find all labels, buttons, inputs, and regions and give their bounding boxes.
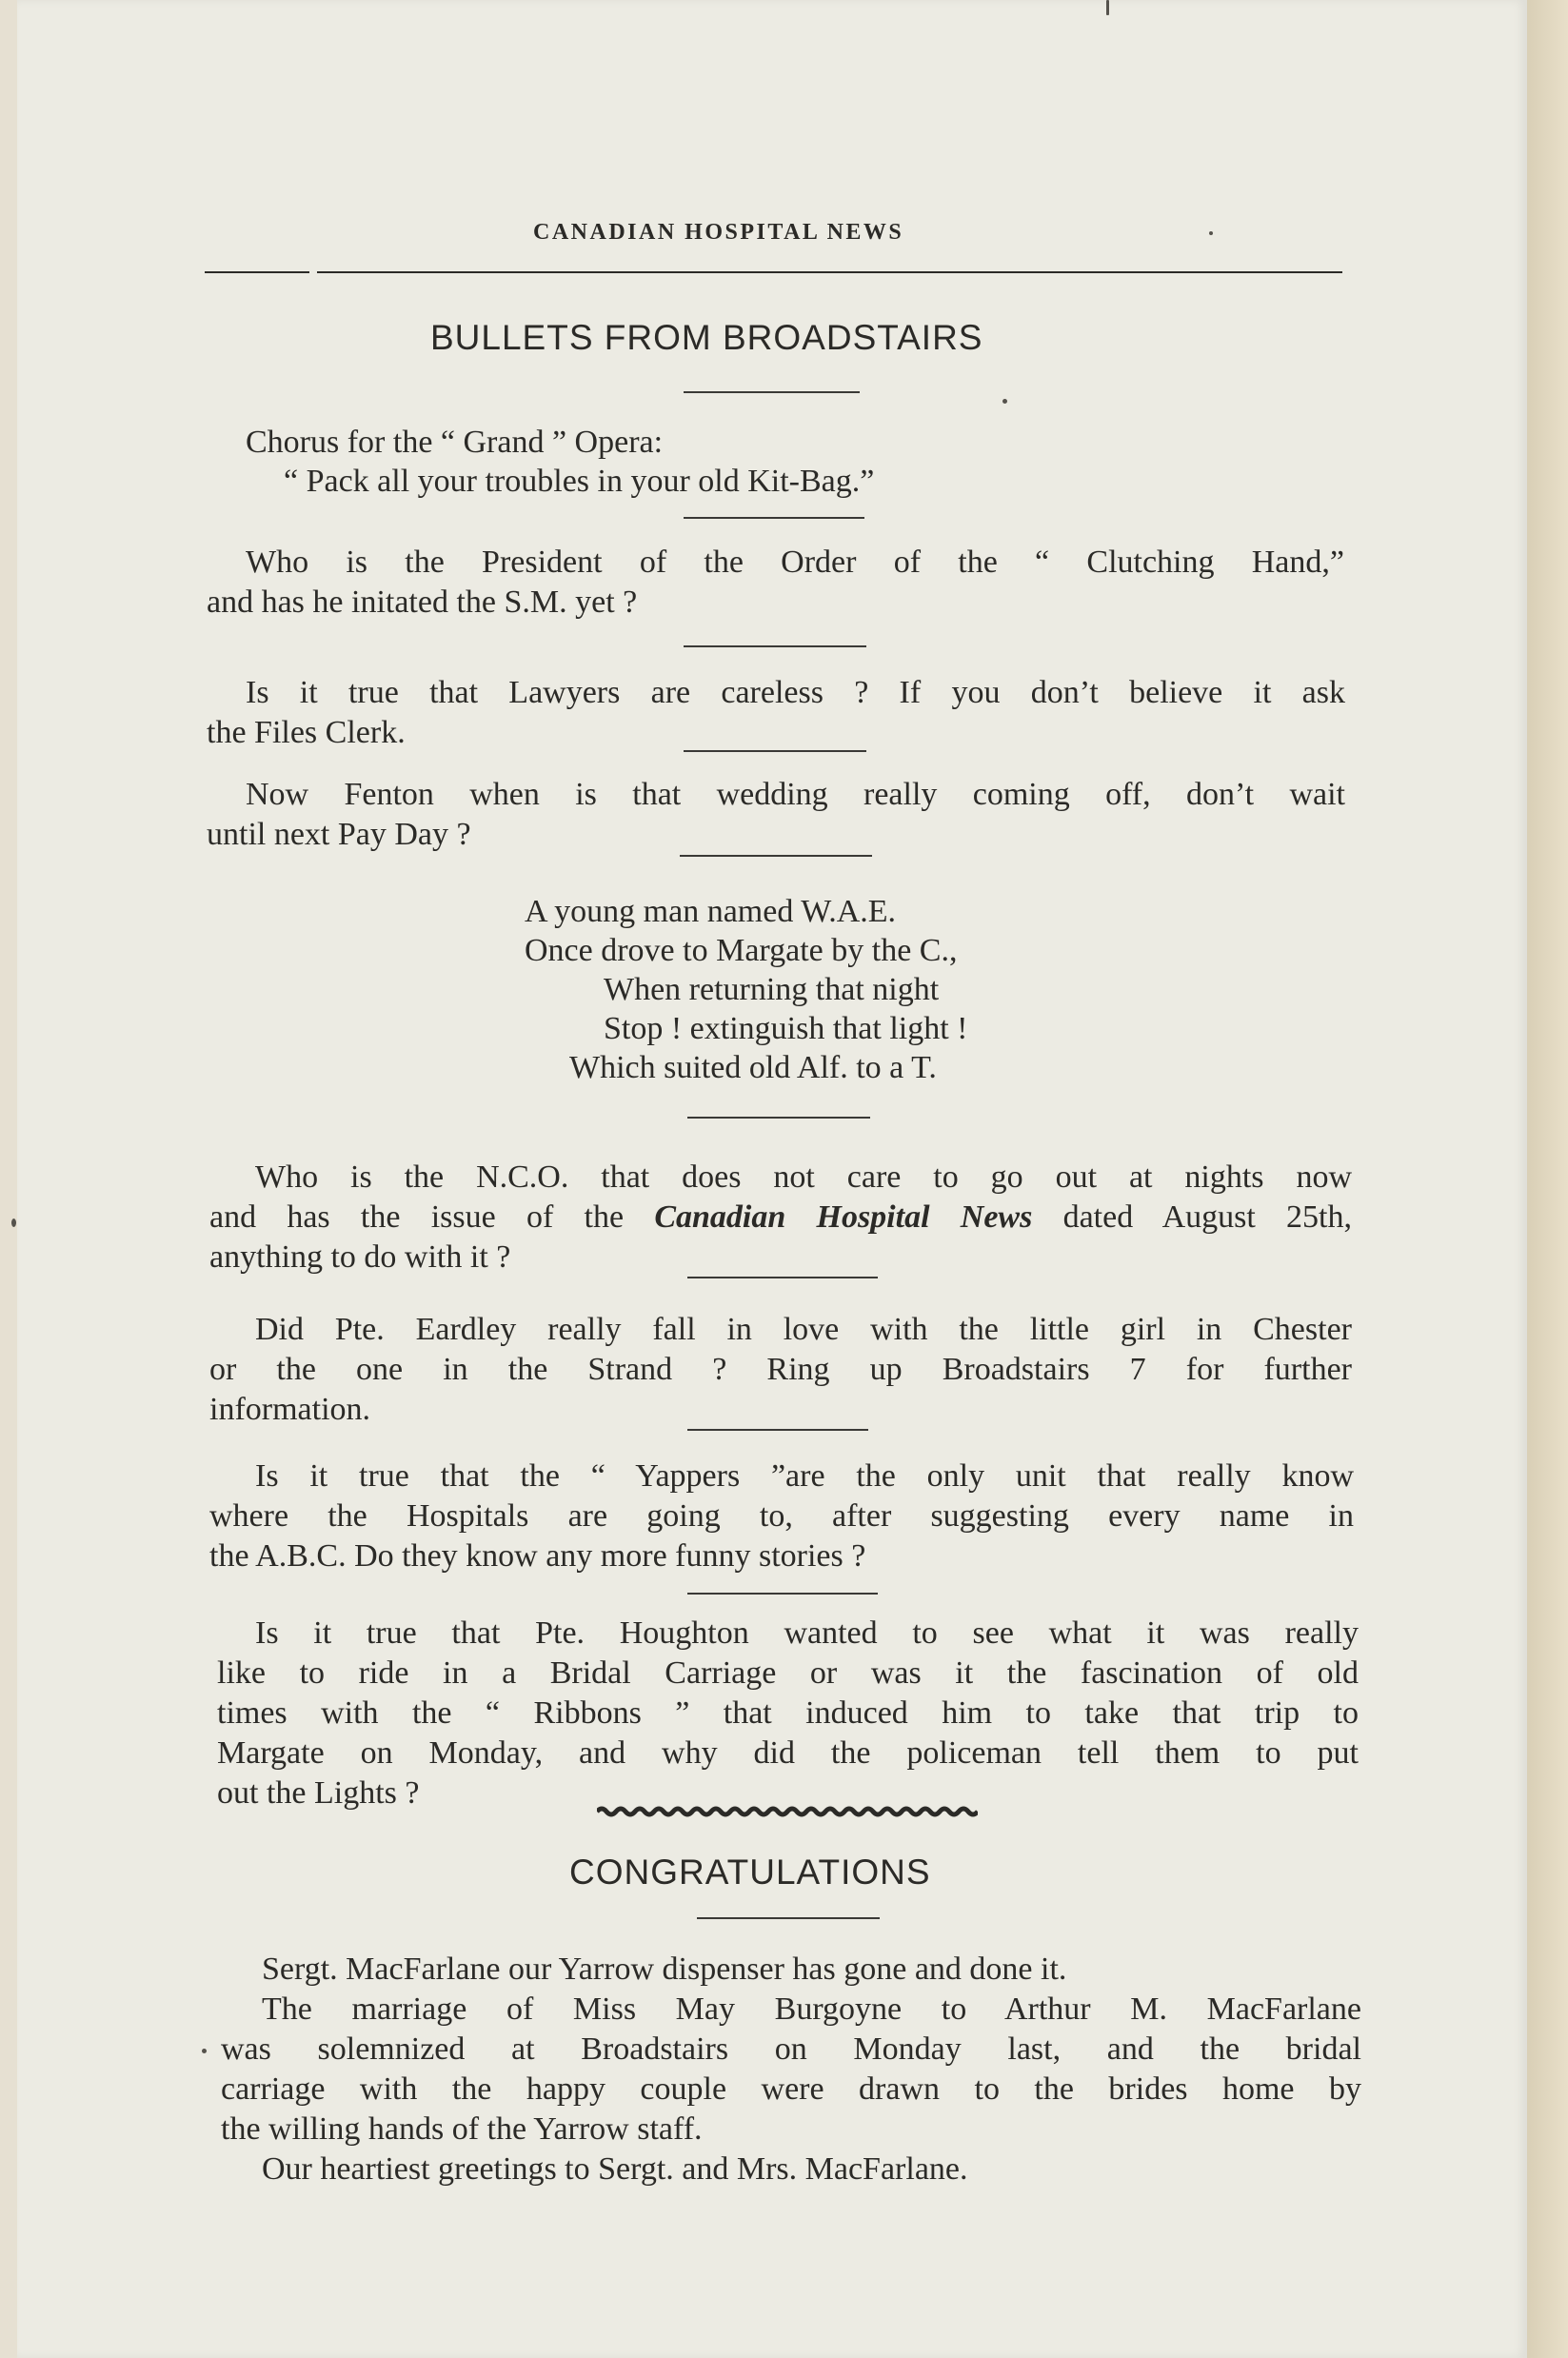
houghton-line-5: out the Lights ? — [217, 1775, 420, 1811]
section-rule — [684, 750, 866, 752]
section-rule — [687, 1593, 878, 1595]
section-rule — [684, 517, 864, 519]
congratulations-rule — [697, 1917, 880, 1919]
title-rule — [684, 391, 860, 393]
congrats-line-5: the willing hands of the Yarrow staff. — [221, 2111, 703, 2147]
lawyers-line-2: the Files Clerk. — [207, 715, 406, 750]
yappers-line-2: where the Hospitals are going to, after suggesting every name in — [209, 1498, 1354, 1534]
fenton-line-1: Now Fenton when is that wedding really coming off, don’t wait — [246, 777, 1345, 812]
president-line-2: and has he initated the S.M. yet ? — [207, 585, 638, 620]
eardley-line-3: information. — [209, 1392, 371, 1427]
scan-speck — [11, 1219, 16, 1227]
houghton-line-1: Is it true that Pte. Houghton wanted to see what it was really — [255, 1615, 1359, 1651]
congrats-line-1: Sergt. MacFarlane our Yarrow dispenser has gone and done it. — [262, 1952, 1067, 1987]
houghton-line-3: times with the “ Ribbons ” that induced him to take that trip to — [217, 1695, 1359, 1731]
eardley-line-2: or the one in the Strand ? Ring up Broadstairs 7 for further — [209, 1352, 1352, 1387]
poem-line-1: A young man named W.A.E. — [525, 894, 897, 929]
lawyers-line-1: Is it true that Lawyers are careless ? If you don’t believe it ask — [246, 675, 1345, 710]
page-edge — [1527, 0, 1568, 2358]
scan-speck — [1002, 399, 1007, 404]
eardley-line-1: Did Pte. Eardley really fall in love with the little girl in Chester — [255, 1312, 1352, 1347]
yappers-line-3: the A.B.C. Do they know any more funny stories ? — [209, 1538, 866, 1574]
congrats-line-2: The marriage of Miss May Burgoyne to Arthur M. MacFarlane — [262, 1991, 1361, 2027]
header-rule-short — [205, 271, 309, 273]
chorus-line-1: Chorus for the “ Grand ” Opera: — [246, 425, 664, 460]
chorus-line-2: “ Pack all your troubles in your old Kit-Bag.” — [284, 464, 875, 499]
section-rule — [687, 1277, 878, 1278]
congrats-line-6: Our heartiest greetings to Sergt. and Mrs. MacFarlane. — [262, 2151, 968, 2187]
houghton-line-2: like to ride in a Bridal Carriage or was it the fascination of old — [217, 1655, 1359, 1691]
fenton-line-2: until next Pay Day ? — [207, 817, 471, 852]
poem-line-3: When returning that night — [604, 972, 940, 1007]
wavy-ornament — [597, 1805, 978, 1818]
poem-line-4: Stop ! extinguish that light ! — [604, 1011, 968, 1046]
header-rule-long — [317, 271, 1342, 273]
yappers-line-1: Is it true that the “ Yappers ”are the only unit that really know — [255, 1458, 1354, 1494]
nco-line-1: Who is the N.C.O. that does not care to go out at nights now — [255, 1159, 1352, 1195]
congrats-line-3: was solemnized at Broadstairs on Monday last, and the bridal — [221, 2031, 1361, 2067]
poem-line-5: Which suited old Alf. to a T. — [569, 1050, 937, 1085]
nco-line-3: anything to do with it ? — [209, 1239, 511, 1275]
congratulations-title: CONGRATULATIONS — [569, 1853, 931, 1892]
houghton-line-4: Margate on Monday, and why did the policeman tell them to put — [217, 1735, 1359, 1771]
congrats-line-4: carriage with the happy couple were drawn to the brides home by — [221, 2071, 1361, 2107]
scan-speck — [1106, 0, 1109, 15]
section-rule — [684, 645, 866, 647]
scan-speck — [202, 2049, 207, 2053]
running-head: CANADIAN HOSPITAL NEWS — [533, 220, 904, 245]
president-line-1: Who is the President of the Order of the “ Clutching Hand,” — [246, 545, 1344, 580]
article-title: BULLETS FROM BROADSTAIRS — [430, 318, 983, 357]
nco-line-2: and has the issue of the Canadian Hospital News dated August 25th, — [209, 1199, 1353, 1235]
newspaper-title: Canadian Hospital News — [654, 1199, 1033, 1235]
section-rule — [687, 1429, 868, 1431]
poem-line-2: Once drove to Margate by the C., — [525, 933, 958, 968]
scan-speck — [1209, 231, 1213, 235]
section-rule — [680, 855, 872, 857]
section-rule — [687, 1117, 870, 1119]
